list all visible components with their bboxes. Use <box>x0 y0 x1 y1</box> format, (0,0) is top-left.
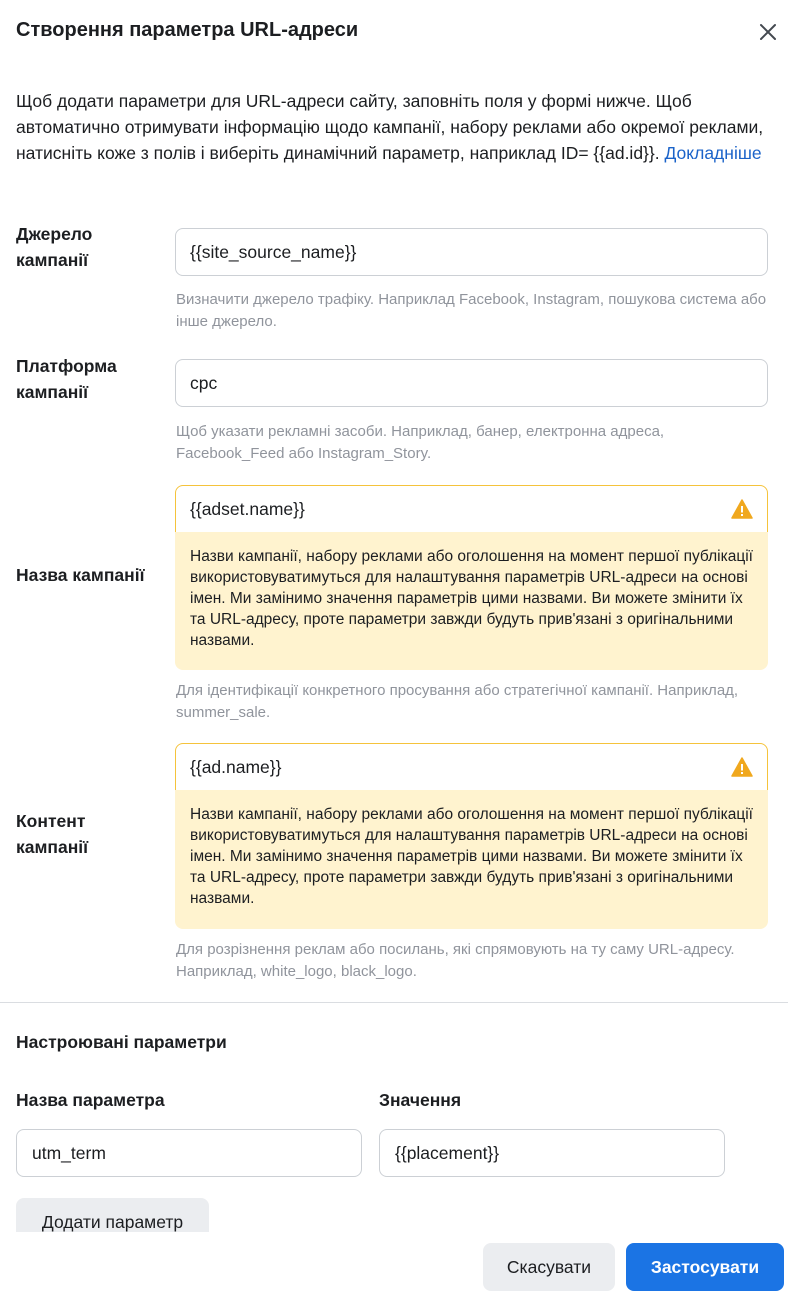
add-param-clip <box>16 1198 210 1232</box>
close-button[interactable] <box>752 16 784 48</box>
campaign-name-hint: Для ідентифікації конкретного просування або стратегічної кампанії. Наприклад, summer_sale. <box>176 682 739 721</box>
campaign-source-label: Джерело кампанії <box>16 224 93 270</box>
apply-button[interactable]: Застосувати <box>626 1243 784 1291</box>
campaign-name-value: {{adset.name}} <box>190 498 305 519</box>
campaign-content-label: Контент кампанії <box>16 811 89 857</box>
campaign-content-input[interactable] <box>175 743 768 791</box>
campaign-name-label: Назва кампанії <box>16 565 145 585</box>
param-name-label: Назва параметра <box>16 1090 165 1110</box>
campaign-source-hint: Визначити джерело трафіку. Наприклад Facebook, Instagram, пошукова система або інше джерело. <box>176 291 767 330</box>
campaign-content-value: {{ad.name}} <box>190 756 282 777</box>
custom-params-title: Настроювані параметри <box>16 1032 227 1052</box>
campaign-medium-hint: Щоб указати рекламні засоби. Наприклад, банер, електронна адреса, Facebook_Feed або Instagram_Story. <box>176 423 665 462</box>
dialog-title: Створення параметра URL-адреси <box>16 19 359 41</box>
section-divider <box>0 1002 788 1003</box>
intro-text <box>16 88 786 166</box>
warning-icon <box>731 757 753 777</box>
dialog-header <box>0 0 800 64</box>
campaign-content-hint: Для розрізнення реклам або посилань, які спрямовують на ту саму URL-адресу. Наприклад, white_logo, black_logo. <box>176 941 735 980</box>
campaign-name-warning: Назви кампанії, набору реклами або оголошення на момент першої публікації використовуватимуться для налаштування параметрів URL-адреси на основі імен. Ми замінимо значення параметрів цими назвами. Ви можете змінити їх та URL-адресу, проте параметри завжди будуть прив'язані з оригінальними назвами. <box>175 532 768 670</box>
campaign-source-input[interactable]: {{site_source_name}} <box>175 228 768 276</box>
param-value-input[interactable]: {{placement}} <box>379 1129 725 1177</box>
param-name-input[interactable]: utm_term <box>16 1129 362 1177</box>
warning-icon <box>731 499 753 519</box>
intro-paragraph: Щоб додати параметри для URL-адреси сайту, заповніть поля у формі нижче. Щоб автоматично отримувати інформацію щодо кампанії, набору реклами або окремої реклами, натисніть коже з полів і виберіть динамічний параметр, наприклад ID= {{ad.id}}. <box>16 91 764 163</box>
campaign-content-warning: Назви кампанії, набору реклами або оголошення на момент першої публікації використовуватимуться для налаштування параметрів URL-адреси на основі імен. Ми замінимо значення параметрів цими назвами. Ви можете змінити їх та URL-адресу, проте параметри завжди будуть прив'язані з оригінальними назвами. <box>175 790 768 929</box>
add-parameter-button[interactable]: Додати параметр <box>16 1198 209 1232</box>
param-value-label: Значення <box>379 1090 462 1110</box>
cancel-button[interactable]: Скасувати <box>483 1243 615 1291</box>
close-icon <box>758 22 778 42</box>
campaign-medium-input[interactable]: cpc <box>175 359 768 407</box>
learn-more-link[interactable]: Докладніше <box>664 143 762 163</box>
campaign-name-input[interactable] <box>175 485 768 533</box>
campaign-medium-label: Платформа кампанії <box>16 356 117 402</box>
